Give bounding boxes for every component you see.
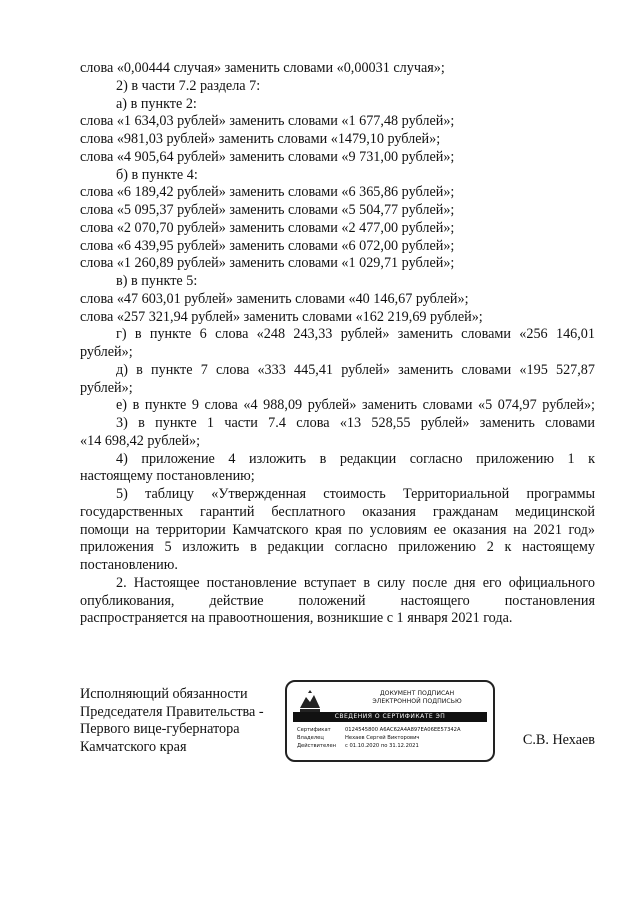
text-line: а) в пункте 2: xyxy=(116,95,197,112)
signatory-line: Председателя Правительства - xyxy=(80,703,264,720)
stamp-row-key: Владелец xyxy=(297,735,324,741)
text-line: слова «0,00444 случая» заменить словами «0,00031 случая»; xyxy=(80,60,445,76)
stamp-certificate-bar: СВЕДЕНИЯ О СЕРТИФИКАТЕ ЭП xyxy=(293,712,487,722)
text-line: в) в пункте 5: xyxy=(116,273,198,289)
stamp-header xyxy=(347,690,487,706)
stamp-row-key: Сертификат xyxy=(297,727,331,733)
stamp-header-line: ЭЛЕКТРОННОЙ ПОДПИСЬЮ xyxy=(372,698,462,705)
text-line: рублей»; xyxy=(80,379,133,396)
signatory-line: Камчатского края xyxy=(80,738,187,755)
crest-icon xyxy=(297,688,323,714)
text-line: слова «4 905,64 рублей» заменить словами «9 731,00 рублей»; xyxy=(80,148,455,165)
stamp-row-certificate xyxy=(297,727,461,734)
signatory-position xyxy=(80,686,264,756)
stamp-row-value: 0124545800 A6AC62A4A897EA06EE57342A xyxy=(345,727,461,733)
stamp-row-value: с 01.10.2020 по 31.12.2021 xyxy=(345,743,419,749)
stamp-header-line: ДОКУМЕНТ ПОДПИСАН xyxy=(379,690,455,697)
text-line: слова «257 321,94 рублей» заменить словами «162 219,69 рублей»; xyxy=(80,308,483,325)
text-line: постановлению. xyxy=(80,557,178,573)
text-line: распространяется на правоотношения, возникшие с 1 января 2021 года. xyxy=(80,610,513,627)
text-line: слова «47 603,01 рублей» заменить словами «40 146,67 рублей»; xyxy=(80,290,469,307)
signatory-line: Исполняющий обязанности xyxy=(80,686,248,702)
stamp-row-key: Действителен xyxy=(297,743,337,749)
signatory-name: С.В. Нехаев xyxy=(522,732,595,748)
document-body xyxy=(80,60,595,628)
text-line: е) в пункте 9 слова «4 988,09 рублей» заменить словами «5 074,97 рублей»; xyxy=(116,397,595,414)
text-line: «14 698,42 рублей»; xyxy=(80,432,201,449)
text-line: приложения 5 изложить в редакции согласно приложению 2 к настоящему xyxy=(80,539,595,556)
text-line: слова «6 189,42 рублей» заменить словами «6 365,86 рублей»; xyxy=(80,184,455,201)
text-line: слова «6 439,95 рублей» заменить словами «6 072,00 рублей»; xyxy=(80,237,455,254)
text-line: г) в пункте 6 слова «248 243,33 рублей» заменить словами «256 146,01 xyxy=(116,326,595,343)
text-line: 2) в части 7.2 раздела 7: xyxy=(116,77,261,94)
text-line: помощи на территории Камчатского края по условиям ее оказания на 2021 год» xyxy=(80,521,595,538)
text-line: слова «5 095,37 рублей» заменить словами «5 504,77 рублей»; xyxy=(80,202,455,218)
stamp-row-valid xyxy=(297,743,419,750)
text-line: государственных гарантий бесплатного оказания гражданам медицинской xyxy=(80,503,595,520)
text-line: слова «1 634,03 рублей» заменить словами «1 677,48 рублей»; xyxy=(80,113,455,130)
text-line: б) в пункте 4: xyxy=(116,166,198,183)
signatory-line: Первого вице-губернатора xyxy=(80,721,240,737)
stamp-row-value: Нехаев Сергей Викторович xyxy=(345,735,420,741)
text-line: опубликования, действие положений настоящего постановления xyxy=(80,592,595,609)
text-line: 3) в пункте 1 части 7.4 слова «13 528,55 рублей» заменить словами xyxy=(116,415,595,431)
text-line: слова «981,03 рублей» заменить словами «1479,10 рублей»; xyxy=(80,131,441,147)
text-line: д) в пункте 7 слова «333 445,41 рублей» заменить словами «195 527,87 xyxy=(116,361,595,378)
text-line: 4) приложение 4 изложить в редакции согласно приложению 1 к xyxy=(116,450,595,467)
text-line: 2. Настоящее постановление вступает в силу после дня его официального xyxy=(116,574,595,591)
electronic-signature-stamp xyxy=(285,680,495,762)
text-line: слова «2 070,70 рублей» заменить словами «2 477,00 рублей»; xyxy=(80,219,455,236)
stamp-row-owner xyxy=(297,735,420,742)
text-line: настоящему постановлению; xyxy=(80,468,255,485)
text-line: рублей»; xyxy=(80,344,133,360)
text-line: 5) таблицу «Утвержденная стоимость Территориальной программы xyxy=(116,486,595,502)
text-line: слова «1 260,89 рублей» заменить словами «1 029,71 рублей»; xyxy=(80,255,455,272)
